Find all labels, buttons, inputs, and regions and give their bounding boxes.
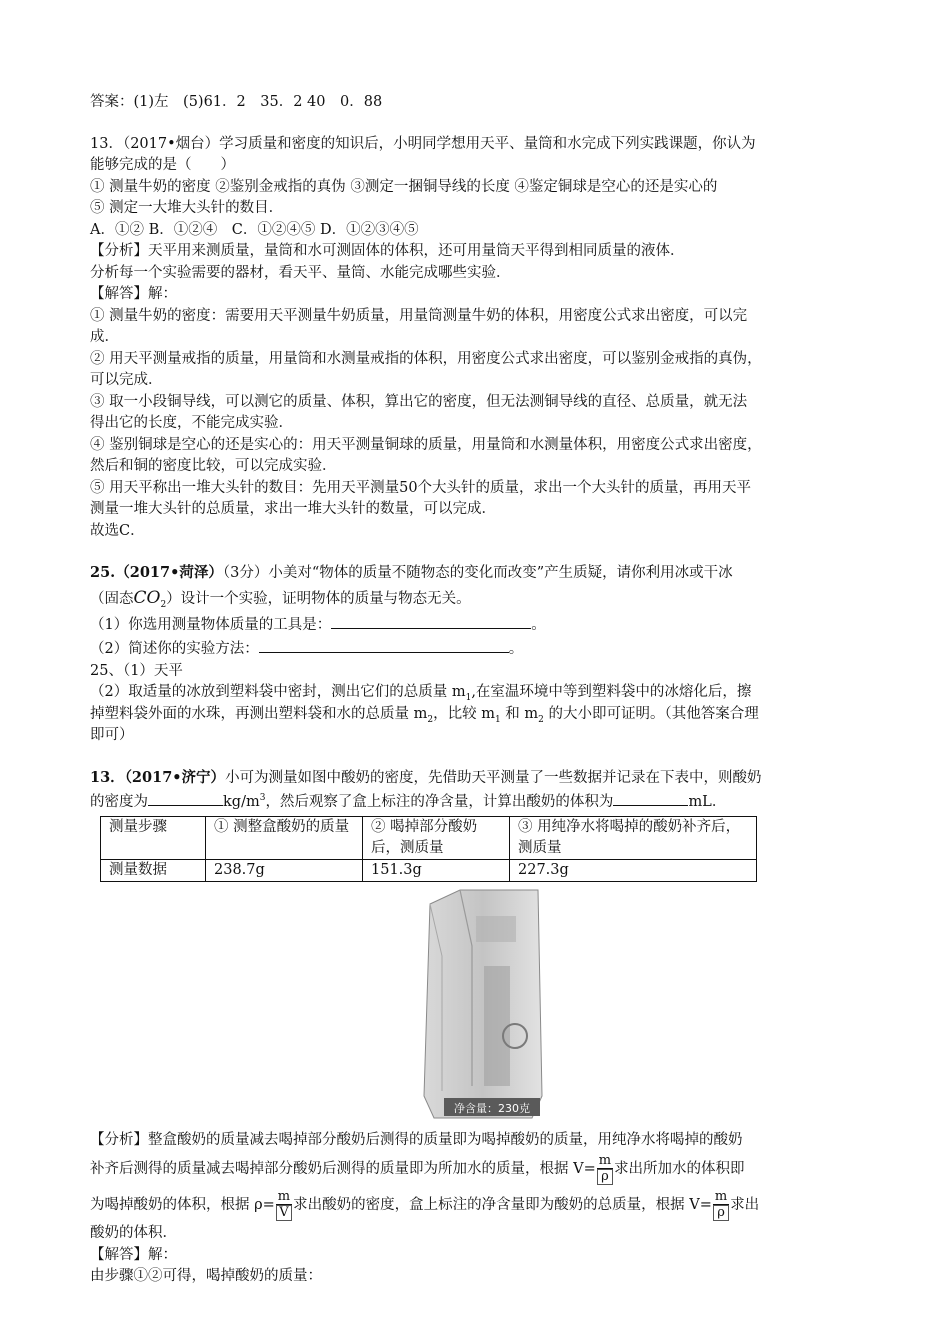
q13a-analysis-line2: 分析每一个实验需要的器材，看天平、量筒、水能完成哪些实验． <box>90 264 511 281</box>
q13a-solution-line: 然后和铜的密度比较，可以完成实验． <box>90 458 337 474</box>
q13a-analysis-line1: 【分析】天平用来测质量，量筒和水可测固体的体积，还可用量筒天平得到相同质量的液体． <box>90 243 685 259</box>
density-blank[interactable] <box>148 789 223 806</box>
q25-stem-line2: （固态$CO_2$）设计一个实验，证明物体的质量与物态无关。 <box>90 587 471 610</box>
q25-sub1: （1）你选用测量物体质量的工具是： 。 <box>90 612 860 637</box>
q13b-analysis-line1: 【分析】整盒酸奶的质量减去喝掉部分酸奶后测得的质量即为喝掉酸奶的质量，用纯净水将喝掉的酸奶 <box>90 1131 743 1148</box>
q13b-analysis-line4: 酸奶的体积． <box>90 1225 177 1241</box>
co2-formula: CO <box>133 587 161 608</box>
table-cell: 227.3g <box>510 859 757 881</box>
q13a-solution-line: 故选C． <box>90 522 145 539</box>
formula-fraction: $\frac{m}{\rho}$ <box>714 1188 728 1220</box>
q13a-choices: A．①② B．①②④ C．①②④⑤ D．①②③④⑤ <box>90 221 419 238</box>
q13a-solution-line: 可以完成． <box>90 372 163 388</box>
net-content-label: 净含量：230克 <box>454 1101 530 1115</box>
q13a-stem-line2: 能够完成的是（ ） <box>90 157 235 173</box>
table-cell: 测量数据 <box>101 859 206 881</box>
document-page <box>90 92 860 1288</box>
measurement-table <box>100 816 757 882</box>
q13a-solution-line: 得出它的长度，不能完成实验． <box>90 415 293 431</box>
table-cell: ① 测整盒酸奶的质量 <box>206 816 363 859</box>
q13b-solution-head: 【解答】解： <box>90 1246 177 1263</box>
q25-sub2: （2）简述你的实验方法： 。 <box>90 636 860 661</box>
q25-answer-line1: 25、（1）天平 <box>90 662 183 679</box>
q13a-options-line1: ① 测量牛奶的密度 ②鉴别金戒指的真伪 ③测定一捆铜导线的长度 ④鉴定铜球是空心的还是实心的 <box>90 178 718 195</box>
q13a-solution-line: 成． <box>90 329 119 345</box>
answer-blank[interactable] <box>331 612 531 629</box>
q13a-options-line2: ⑤ 测定一大堆大头针的数目． <box>90 200 284 216</box>
q13a-solution-line: ④ 鉴别铜球是空心的还是实心的：用天平测量铜球的质量，用量筒和水测量体积，用密度公式求出密度， <box>90 436 762 453</box>
q25-answer-line3: 掉塑料袋外面的水珠，再测出塑料袋和水的总质量 $m_2$，比较 $m_1$ 和 $m_2$ 的大小即可证明。（其他答案合理 <box>90 705 759 725</box>
q13a-solution-head: 【解答】解： <box>90 286 177 302</box>
q13b-stem-line1: 13．（2017•济宁）小可为测量如图中酸奶的密度，先借助天平测量了一些数据并记录在下表中，则酸奶 <box>90 768 762 786</box>
table-row <box>101 816 757 859</box>
table-cell: ② 喝掉部分酸奶后，测质量 <box>363 816 510 859</box>
q13a-solution-line: ① 测量牛奶的密度：需要用天平测量牛奶质量，用量筒测量牛奶的体积，用密度公式求出密度，可以完 <box>90 307 748 324</box>
formula-fraction: $\frac{m}{V}$ <box>277 1188 291 1220</box>
q13a-solution-line: ③ 取一小段铜导线，可以测它的质量、体积，算出它的密度，但无法测铜导线的直径、总质量，就无法 <box>90 393 748 410</box>
formula-fraction: $\frac{m}{\rho}$ <box>598 1152 612 1184</box>
table-row <box>101 859 757 881</box>
q13b-solution-line1: 由步骤①②可得，喝掉酸奶的质量： <box>90 1268 322 1284</box>
table-cell: 151.3g <box>363 859 510 881</box>
q13b-analysis-line2: 补齐后测得的质量减去喝掉部分酸奶后测得的质量即为所加水的质量，根据 V= $\frac{m}{\rho}$ 求出所加水的体积即 <box>90 1152 745 1184</box>
q13b-stem-line2: 的密度为 $kg/m^3$，然后观察了盒上标注的净含量，计算出酸奶的体积为 mL． <box>90 789 860 814</box>
previous-answer: 答案：(1)左 (5)61．2 35．2 40 0．88 <box>90 94 383 110</box>
table-cell: ③ 用纯净水将喝掉的酸奶补齐后，测质量 <box>510 816 757 859</box>
q13b-analysis-line3: 为喝掉酸奶的体积，根据 ρ= $\frac{m}{V}$ 求出酸奶的密度，盒上标注的净含量即为酸奶的总质量，根据 V= $\frac{m}{\rho}$ 求出 <box>90 1188 760 1220</box>
answer-blank[interactable] <box>259 636 509 653</box>
q13a-stem-line1: 13．（2017•烟台）学习质量和密度的知识后，小明同学想用天平、量筒和水完成下列实践课题，你认为 <box>90 135 756 152</box>
q13a-solution-line: ⑤ 用天平称出一堆大头针的数目：先用天平测量50个大头针的质量，求出一个大头针的质量，再用天平 <box>90 479 752 496</box>
q25-stem-line1: 25.（2017•菏泽）（3分）小美对“物体的质量不随物态的变化而改变”产生质疑，请你利用冰或干冰 <box>90 564 733 581</box>
table-cell: 测量步骤 <box>101 816 206 859</box>
q25-answer-line4: 即可） <box>90 727 134 743</box>
volume-blank[interactable] <box>613 789 688 806</box>
q13a-solution-line: 测量一堆大头针的总质量，求出一堆大头针的数量，可以完成． <box>90 501 496 517</box>
q25-answer-line2: （2）取适量的冰放到塑料袋中密封，测出它们的总质量 $m_1$,在室温环境中等到塑料袋中的冰熔化后，擦 <box>90 684 752 703</box>
table-cell: 238.7g <box>206 859 363 881</box>
q13a-solution-line: ② 用天平测量戒指的质量，用量筒和水测量戒指的体积，用密度公式求出密度，可以鉴别金戒指的真伪， <box>90 350 762 367</box>
yogurt-box-photo <box>420 886 548 1122</box>
